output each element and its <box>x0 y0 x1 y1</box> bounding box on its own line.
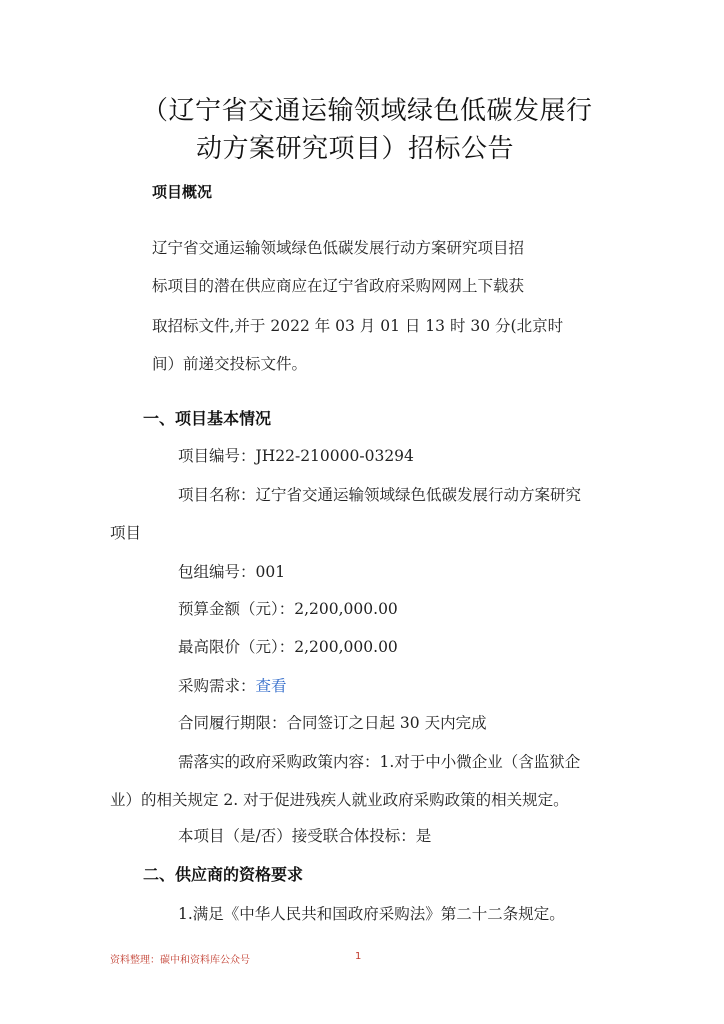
overview-line-2: 标项目的潜在供应商应在辽宁省政府采购网网上下载获 <box>152 277 525 295</box>
view-procurement-link[interactable]: 查看 <box>255 677 287 695</box>
consortium-bid: 本项目（是/否）接受联合体投标：是 <box>178 827 432 845</box>
document-title-line2: 动方案研究项目）招标公告 <box>196 134 515 164</box>
overview-line-4: 间）前递交投标文件。 <box>152 355 308 373</box>
project-name-line1: 项目名称：辽宁省交通运输领域绿色低碳发展行动方案研究 <box>178 486 582 504</box>
policy-line2: 业）的相关规定 2. 对于促进残疾人就业政府采购政策的相关规定。 <box>110 791 569 809</box>
procurement-label: 采购需求： <box>178 677 256 695</box>
procurement-requirement <box>178 674 287 696</box>
overview-line-1: 辽宁省交通运输领域绿色低碳发展行动方案研究项目招 <box>152 239 525 257</box>
project-name-line2: 项目 <box>110 524 142 542</box>
contract-period: 合同履行期限：合同签订之日起 30 天内完成 <box>178 714 487 732</box>
package-number: 包组编号：001 <box>178 563 286 581</box>
project-number: 项目编号：JH22-210000-03294 <box>178 447 414 465</box>
section2-heading: 二、供应商的资格要求 <box>143 865 304 884</box>
overview-line-3: 取招标文件,并于 2022 年 03 月 01 日 13 时 30 分(北京时 <box>152 317 564 335</box>
qualification-item-1: 1.满足《中华人民共和国政府采购法》第二十二条规定。 <box>178 905 565 923</box>
policy-line1: 需落实的政府采购政策内容：1.对于中小微企业（含监狱企 <box>178 753 581 771</box>
max-price: 最高限价（元）：2,200,000.00 <box>178 638 398 656</box>
budget-amount: 预算金额（元）：2,200,000.00 <box>178 600 398 618</box>
overview-heading: 项目概况 <box>152 183 213 201</box>
section1-heading: 一、项目基本情况 <box>143 409 272 428</box>
document-title-line1: （辽宁省交通运输领域绿色低碳发展行 <box>142 96 593 126</box>
footer-source: 资料整理：碳中和资料库公众号 <box>110 955 250 966</box>
page-number: 1 <box>355 951 362 962</box>
